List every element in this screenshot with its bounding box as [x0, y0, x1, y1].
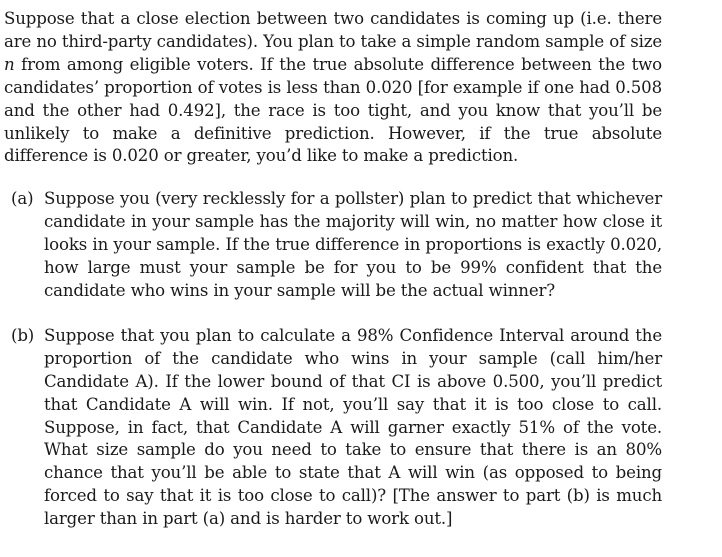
part-a — [4, 188, 662, 303]
problem-intro — [4, 8, 662, 168]
problem-document — [4, 8, 662, 531]
part-b — [4, 325, 662, 531]
intro-text-end: from among eligible voters. If the true absolute difference between the two candidates’ proportion of votes is less than 0.020 [for example if one had 0.508 and the other had 0.492], the race is too tight, and you know that you’ll be unlikely to make a definitive prediction. However, if the true absolute difference is 0.020 or greater, you’d like to make a prediction. — [4, 54, 662, 166]
intro-text-start: Suppose that a close election between two candidates is coming up (i.e. there are no third-party candidates). You plan to take a simple random sample of size — [4, 9, 662, 51]
part-b-text: Suppose that you plan to calculate a 98% Confidence Interval around the proportion of the candidate who wins in your sample (call him/her Candidate A). If the lower bound of that CI is above 0.500, you’ll predict that Candidate A will win. If not, you’ll say that it is too close to call. Suppose, in fact, that Candidate A will garner exactly 51% of the vote. What size sample do you need to take to ensure that there is an 80% chance that you’ll be able to state that A will win (as opposed to being forced to say that it is too close to call)? [The answer to part (b) is much larger than in part (a) and is harder to work out.] — [44, 325, 662, 529]
sample-size-variable: n — [4, 54, 15, 74]
part-a-text: Suppose you (very recklessly for a pollster) plan to predict that whichever candidate in your sample has the majority will win, no matter how close it looks in your sample. If the true difference in proportions is exactly 0.020, how large must your sample be for you to be 99% confident that the candidate who wins in your sample will be the actual winner? — [44, 189, 662, 300]
part-b-label: (b) — [11, 325, 35, 345]
part-a-label: (a) — [11, 189, 34, 209]
